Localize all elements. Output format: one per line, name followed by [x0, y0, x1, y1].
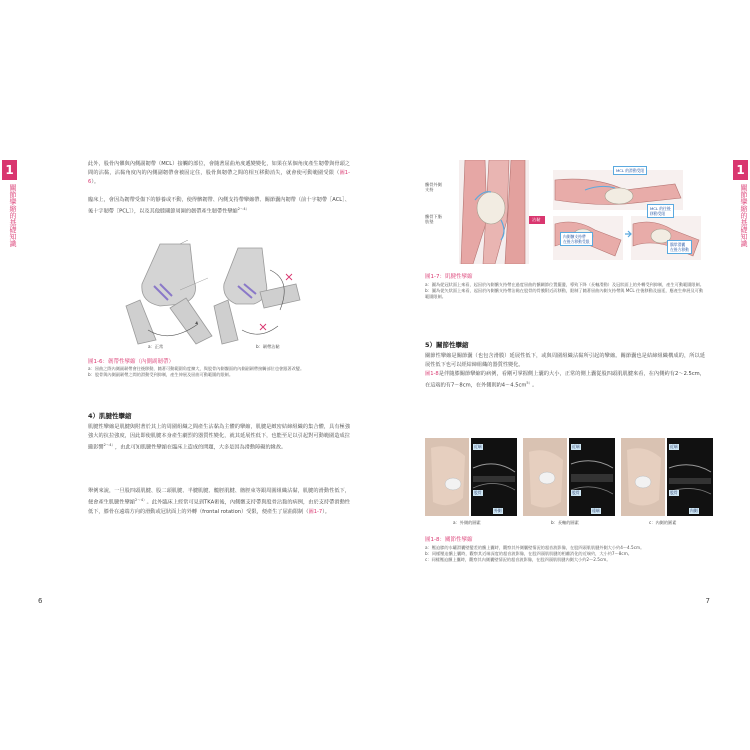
callout-mcl: MCL 的滑動受限	[613, 166, 647, 175]
page-number: 7	[705, 597, 710, 605]
figure-note: a：屈曲之際內側副韌帶會往後移動，隨著可動範圍角度擴大，與股骨內側髁面的內側副韌帶接觸部位也會跟著改變。	[88, 366, 305, 371]
us-label: 股骨	[474, 490, 482, 495]
figure-title: 圖1-6：韌帶性攣縮（內側副韌帶）	[88, 359, 174, 365]
figure-label-b: b：韌帶沾黏	[256, 344, 280, 349]
knee-adhesion-illustration	[214, 248, 300, 344]
chapter-side-title: 關節攣縮的基礎知識	[9, 184, 17, 247]
callout-retinaculum: 內側髕支持帶 在後方移動受限	[560, 232, 593, 246]
callout-fat-pad: 髕骨下脂 肪墊	[425, 214, 442, 224]
figure-note: a：圖為從冠狀面上來看，起因於內側髕支持帶在過度屈曲的髕關節位置擺盪，導致下降（長軸滑動）及冠狀面上的外轉受到抑制，產生可動範圍限制。	[425, 282, 704, 287]
figure-1-6	[120, 240, 320, 352]
knee-normal-illustration	[126, 240, 212, 344]
figure-1-8	[425, 438, 715, 520]
right-page	[375, 0, 750, 750]
paragraph-case: 圖1-8是伴隨膝關節攣縮的病例，看剛可掌握側上囊的大小，正常的側上囊從股四頭肌肌腱來看，在內側約有2～2.5cm，在這端的有7～8cm，在外側則約$4\sim 4.5cm^{5)}$。	[425, 371, 705, 389]
callout-lateral: 髕骨外側 支持	[425, 182, 442, 192]
patella-illustration	[477, 192, 505, 224]
figure-label-a: a：外側的圓素	[453, 520, 481, 525]
figure-ref[interactable]: 圖1-8	[425, 371, 439, 377]
us-label: 外側	[494, 508, 502, 513]
us-label: 股骨	[572, 490, 580, 495]
figure-notes	[88, 366, 350, 378]
us-label: 近端	[572, 444, 580, 449]
paragraph-example: 舉例來說，一旦股四頭肌腱、股二頭肌腱、半腱肌腱、髖脛肌腱、髂脛束等跟周圍組織沾黏，肌腱的滑動性低下，便會產生肌腱性攣縮$^{2\sim 4)}$。此外臨床上經常可見到TKA術後，內側髕支持帶與股骨沾黏的病例，由於支持帶滑動性低下，膝骨在遠端方向的滑動或冠狀面上的外轉（frontal rotation）受限，便產生了屈曲限制（圖1-7）。	[88, 488, 350, 515]
page-number: 6	[38, 597, 43, 605]
figure-label-b: b：長軸的圓素	[551, 520, 579, 525]
chapter-tab: 1	[2, 160, 17, 180]
figure-label-c: c：內側的圓素	[649, 520, 677, 525]
figure-note: b：股骨與內側副韌帶之間的滑動受到抑制，產生伸展及屈曲可動範圍的限制。	[88, 372, 234, 377]
figure-notes	[425, 545, 705, 563]
figure-label-a: a：正常	[148, 344, 164, 349]
figure-note: b：同樣壓迫髕上囊時，觀察其近端深度的超音波影像，在股四頭肌肌腱的相離消化的近端約，大小約7～8cm。	[425, 551, 632, 556]
chapter-side-title: 關節攣縮的基礎知識	[740, 184, 748, 247]
us-label: 近端	[670, 444, 678, 449]
us-label: 股骨	[670, 490, 678, 495]
figure-note: c：同樣壓迫髕上囊時，觀察其內側囊壁情況的超音波影像，在股四頭肌肌腱內側大小約2～2.5cm。	[425, 557, 611, 562]
callout-mcl-back: MCL 的往後 移動受限	[647, 204, 674, 218]
section-heading: 5）關節性攣縮	[425, 341, 469, 349]
paragraph-ligament: 臨床上，會因為韌帶受傷下的靜養或不動，使得髕韌帶、內側支持帶攣縮帶、關節囊內韌帶（前十字韌帶［ACL］、後十字韌帶［PCL］），以及其他膝關節周圍的韌帶產生韌帶性攣縮$^{2\sim 4)}$	[88, 197, 350, 215]
us-label: 內側	[690, 508, 698, 513]
section-heading: 4）肌腱性攣縮	[88, 412, 132, 420]
figure-notes	[425, 282, 705, 300]
chapter-tab: 1	[733, 160, 748, 180]
callout-bursa: 鵝掌滑囊 在後方移動	[667, 240, 692, 254]
us-label: 遠端	[592, 508, 600, 513]
paragraph-joint: 關節性攣縮是關節囊（也包含滑膜）延展性低下，或與周圍組織沾黏所引起的攣縮。關節囊也是結締組織構成的，所以延展性低下也可以經結締組織的器質性變化。	[425, 353, 705, 368]
figure-ref[interactable]: 圖1-7	[308, 508, 323, 515]
paragraph-tendon: 肌腱性攣縮是肌腱與附著於其上的周圍組織之間產生沾黏為主體的攣縮，肌腱是緻密結締組織的集合體，具有極強強大的抗拉強度，因此即使肌腱本身產生劇烈的器質性變化，就其延展性低下，也能至足以引起對可動範圍造成拉攏影響$^{2\sim 4)}$，由此可知肌腱性攣縮在臨床上造成的問題，大多是因為滑動障礙的緣故。	[88, 424, 350, 451]
figure-note: a：壓迫膝的水罐滑囊壁變差的髕上囊時，觀察其外側囊壁情況的超音波影像，在股四頭肌肌腱外側大小約4～4.5cm。	[425, 545, 645, 550]
paragraph-mcl: 此外，股骨內髁與內側副韌帶（MCL）接觸的部位，會隨著屈曲角度遞變變化，如果在某個角度產生韌帶與骨頭之間的沾黏，沾黏角度內的內側副韌帶會被固定住，股骨與韌帶之間的相互移動消失，就會使可動範圍受限（圖1-6）。	[88, 161, 350, 185]
figure-title: 圖1-8：關節性攣縮	[425, 537, 473, 543]
adhesion-tag-label: 沾黏	[532, 217, 541, 222]
figure-title: 圖1-7：肌腱性攣縮	[425, 274, 473, 280]
us-label: 近端	[474, 444, 482, 449]
figure-note: b：圖為從矢狀面上來看，起因於內側髕支持帶沾黏在股骨的骨膜附近而移動，限制了隨著屈曲內側支持帶與 MCL 往後移動及過延，應產生伸展及可動範圍限制。	[425, 288, 704, 299]
figure-ref[interactable]: 圖1-6	[88, 170, 350, 185]
